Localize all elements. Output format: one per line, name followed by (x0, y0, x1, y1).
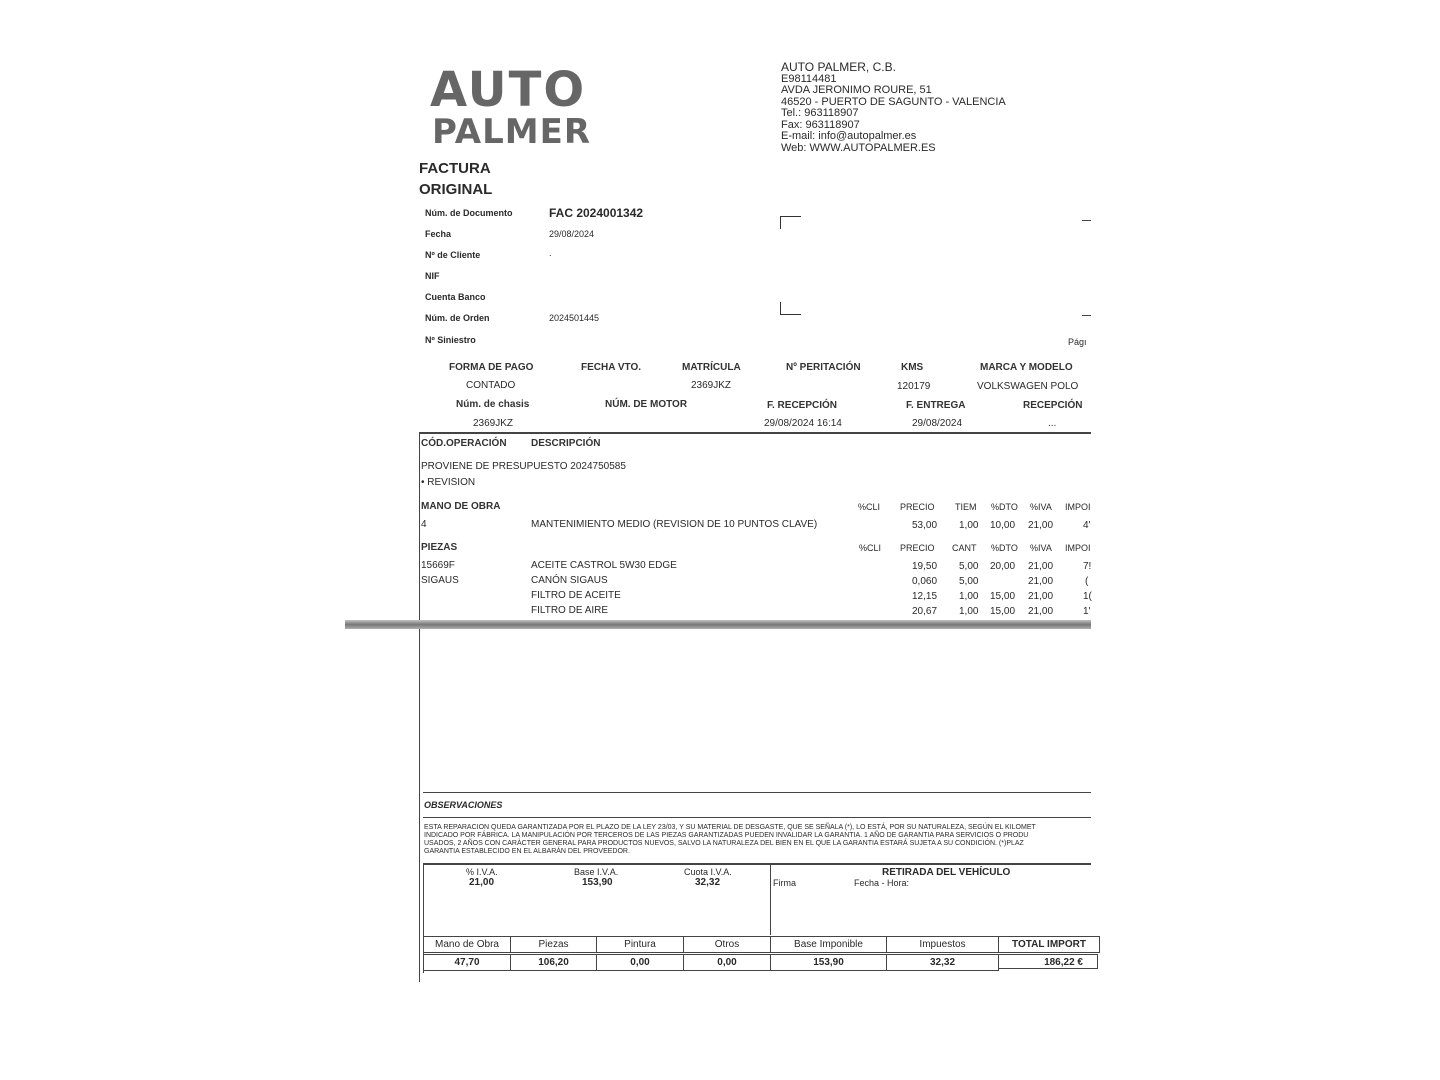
field-label-claim: Nº Siniestro (425, 335, 476, 345)
info-value-kms: 120179 (897, 381, 931, 392)
labor-row-price: 53,00 (912, 520, 938, 531)
info-header-delivery: F. ENTREGA (906, 400, 966, 411)
observations-line-2: INDICADO POR FÁBRICA. LA MANIPULACIÓN POR TERCEROS DE LAS PIEZAS GARANTIZADAS PUEDEN INVALIDAR LA GARANTIA. 1 AÑO DE GARANTIA PARA SERVICIOS O PRODU (424, 832, 1029, 839)
origin-item: • REVISION (421, 477, 476, 488)
parts-row-imp: 1( (1083, 591, 1092, 602)
pickup-signature-label: Firma (773, 878, 796, 888)
info-header-kms: KMS (901, 362, 924, 373)
parts-col-qty: CANT (952, 543, 977, 553)
field-label-bank: Cuenta Banco (425, 292, 486, 302)
parts-row-imp: 1' (1083, 606, 1091, 617)
parts-row-imp: 7! (1083, 561, 1092, 572)
field-label-nif: NIF (425, 271, 440, 281)
observations-line-4: GARANTIA ESTABLECIDO EN EL ALBARÁN DEL PROVEEDOR. (424, 848, 630, 855)
parts-row-desc: FILTRO DE ACEITE (531, 590, 621, 601)
company-name: AUTO PALMER, C.B. (781, 60, 896, 74)
total-header-other: Otros (683, 936, 771, 953)
lines-left-border (419, 432, 420, 982)
observations-divider (423, 817, 1091, 818)
parts-row-code: 15669F (421, 560, 455, 571)
tax-header-rate: % I.V.A. (466, 867, 498, 877)
company-web: Web: WWW.AUTOPALMER.ES (781, 141, 936, 154)
total-value-paint: 0,00 (596, 954, 684, 971)
invoice-sheet (418, 40, 1091, 990)
logo-line-1: AUTO (430, 62, 587, 118)
total-value-grand: 186,22 € (998, 954, 1098, 969)
page-label: Págı (1068, 337, 1087, 347)
total-value-parts: 106,20 (510, 954, 597, 971)
observations-top-border (423, 792, 1091, 793)
labor-row-code: 4 (421, 519, 427, 530)
info-header-model: MARCA Y MODELO (980, 362, 1073, 373)
parts-row-desc: ACEITE CASTROL 5W30 EDGE (531, 560, 677, 571)
pickup-datetime-label: Fecha - Hora: (854, 878, 910, 888)
lines-top-border (419, 432, 1091, 434)
labor-col-price: PRECIO (900, 502, 935, 512)
total-value-taxes: 32,32 (886, 954, 999, 971)
parts-row-price: 19,50 (912, 561, 938, 572)
origin-text: PROVIENE DE PRESUPUESTO 2024750585 (421, 461, 626, 472)
info-header-due: FECHA VTO. (581, 362, 642, 373)
parts-row-qty: 5,00 (959, 576, 979, 587)
logo-line-2: PALMER (432, 112, 592, 152)
field-label-document: Núm. de Documento (425, 208, 513, 218)
observations-text (424, 824, 1036, 856)
info-value-chassis: 2369JKZ (473, 418, 514, 429)
tax-box-top (423, 863, 1091, 865)
info-value-reception: 29/08/2024 16:14 (764, 418, 842, 429)
info-header-payment: FORMA DE PAGO (449, 362, 534, 373)
address-corner-br (1082, 315, 1091, 316)
observations-title: OBSERVACIONES (424, 800, 503, 810)
info-value-received-by: ... (1048, 418, 1057, 429)
field-label-client: Nº de Cliente (425, 250, 481, 260)
field-value-document: FAC 2024001342 (549, 206, 644, 220)
doc-title: FACTURA (419, 160, 491, 177)
parts-col-imp: IMPOI (1065, 543, 1091, 553)
info-header-chassis: Núm. de chasis (456, 399, 530, 410)
company-cif: E98114481 (781, 72, 837, 85)
company-address: AVDA JERONIMO ROURE, 51 (781, 84, 932, 96)
parts-row-dto: 15,00 (990, 606, 1016, 617)
parts-row-qty: 5,00 (959, 561, 979, 572)
lines-header-code: CÓD.OPERACIÓN (421, 438, 507, 449)
field-value-client: . (549, 248, 552, 258)
parts-row-desc: FILTRO DE AIRE (531, 605, 609, 616)
labor-col-time: TIEM (955, 502, 977, 512)
company-tel: Tel.: 963118907 (781, 107, 859, 119)
company-fax: Fax: 963118907 (781, 118, 860, 131)
company-email: E-mail: info@autopalmer.es (781, 130, 917, 142)
tax-header-quota: Cuota I.V.A. (684, 867, 732, 877)
total-header-grand: TOTAL IMPORT (998, 936, 1100, 953)
scan-smear (345, 620, 1091, 629)
labor-row-qty: 1,00 (959, 520, 979, 531)
labor-title: MANO DE OBRA (421, 501, 501, 512)
parts-row-iva: 21,00 (1028, 576, 1054, 587)
labor-row-desc: MANTENIMIENTO MEDIO (REVISION DE 10 PUNTOS CLAVE) (531, 519, 818, 530)
labor-col-iva: %IVA (1030, 502, 1052, 512)
tax-value-base: 153,90 (582, 877, 613, 888)
company-city: 46520 - PUERTO DE SAGUNTO - VALENCIA (781, 95, 1006, 108)
field-value-order: 2024501445 (549, 313, 600, 323)
pickup-title: RETIRADA DEL VEHÍCULO (882, 867, 1011, 878)
info-header-reception: F. RECEPCIÓN (767, 400, 838, 411)
observations-line-3: USADOS, 2 AÑOS CON CARÁCTER GENERAL PARA PRODUCTOS NUEVOS, SALVO LA NATURALEZA DEL BIEN EN EL QUE LA GARANTIA ESTARÁ SUJETA A SU CONDICIÓN. (*)PLAZ (424, 840, 1024, 847)
parts-row-imp: ( (1085, 576, 1089, 587)
info-value-model: VOLKSWAGEN POLO (977, 381, 1079, 392)
info-header-engine: NÚM. DE MOTOR (605, 399, 688, 410)
info-value-delivery: 29/08/2024 (912, 418, 963, 429)
total-header-labor: Mano de Obra (423, 936, 511, 953)
info-header-received-by: RECEPCIÓN (1023, 400, 1083, 411)
lines-header-desc: DESCRIPCIÓN (531, 438, 601, 449)
parts-row-dto: 20,00 (990, 561, 1016, 572)
labor-row-imp: 4' (1083, 520, 1091, 531)
address-corner-tr (1082, 220, 1091, 221)
info-value-plate: 2369JKZ (691, 380, 732, 391)
parts-row-qty: 1,00 (959, 606, 979, 617)
labor-col-cli: %CLI (858, 502, 881, 512)
parts-col-iva: %IVA (1030, 543, 1052, 553)
info-header-plate: MATRÍCULA (682, 362, 741, 373)
total-value-base: 153,90 (770, 954, 887, 971)
address-corner-tl (780, 216, 801, 229)
parts-col-cli: %CLI (859, 543, 882, 553)
tax-box-divider (770, 863, 771, 935)
parts-title: PIEZAS (421, 542, 458, 553)
parts-row-qty: 1,00 (959, 591, 979, 602)
total-header-parts: Piezas (510, 936, 597, 953)
info-value-payment: CONTADO (466, 380, 516, 391)
labor-col-dto: %DTO (991, 502, 1018, 512)
tax-value-quota: 32,32 (695, 877, 721, 888)
info-header-expert: Nº PERITACIÓN (786, 362, 861, 373)
total-header-base: Base Imponible (770, 936, 887, 953)
parts-row-dto: 15,00 (990, 591, 1016, 602)
parts-row-code: SIGAUS (421, 575, 459, 586)
field-value-date: 29/08/2024 (549, 229, 595, 239)
observations-line-1: ESTA REPARACION QUEDA GARANTIZADA POR EL PLAZO DE LA LEY 23/03, Y SU MATERIAL DE DESGASTE, QUE SE SEÑALA (*), LO ESTÁ, POR SU NATURALEZA, SEGÚN EL KILOMET (424, 824, 1036, 831)
field-label-date: Fecha (425, 229, 452, 239)
field-label-order: Núm. de Orden (425, 313, 490, 323)
tax-value-rate: 21,00 (469, 877, 495, 888)
parts-row-price: 12,15 (912, 591, 938, 602)
total-header-paint: Pintura (596, 936, 684, 953)
parts-row-iva: 21,00 (1028, 561, 1054, 572)
doc-subtitle: ORIGINAL (419, 181, 493, 198)
parts-row-iva: 21,00 (1028, 591, 1054, 602)
total-value-labor: 47,70 (423, 954, 511, 971)
tax-header-base: Base I.V.A. (574, 867, 619, 877)
logo (430, 62, 592, 152)
parts-row-price: 20,67 (912, 606, 938, 617)
address-corner-bl (780, 302, 801, 315)
labor-row-iva: 21,00 (1028, 520, 1054, 531)
parts-row-desc: CANÓN SIGAUS (531, 575, 608, 586)
total-value-other: 0,00 (683, 954, 771, 971)
parts-col-dto: %DTO (991, 543, 1018, 553)
parts-col-price: PRECIO (900, 543, 935, 553)
labor-col-imp: IMPOI (1065, 502, 1091, 512)
parts-row-price: 0,060 (912, 576, 938, 587)
parts-row-iva: 21,00 (1028, 606, 1054, 617)
company-block (781, 62, 1006, 154)
total-header-taxes: Impuestos (886, 936, 999, 953)
labor-row-dto: 10,00 (990, 520, 1016, 531)
